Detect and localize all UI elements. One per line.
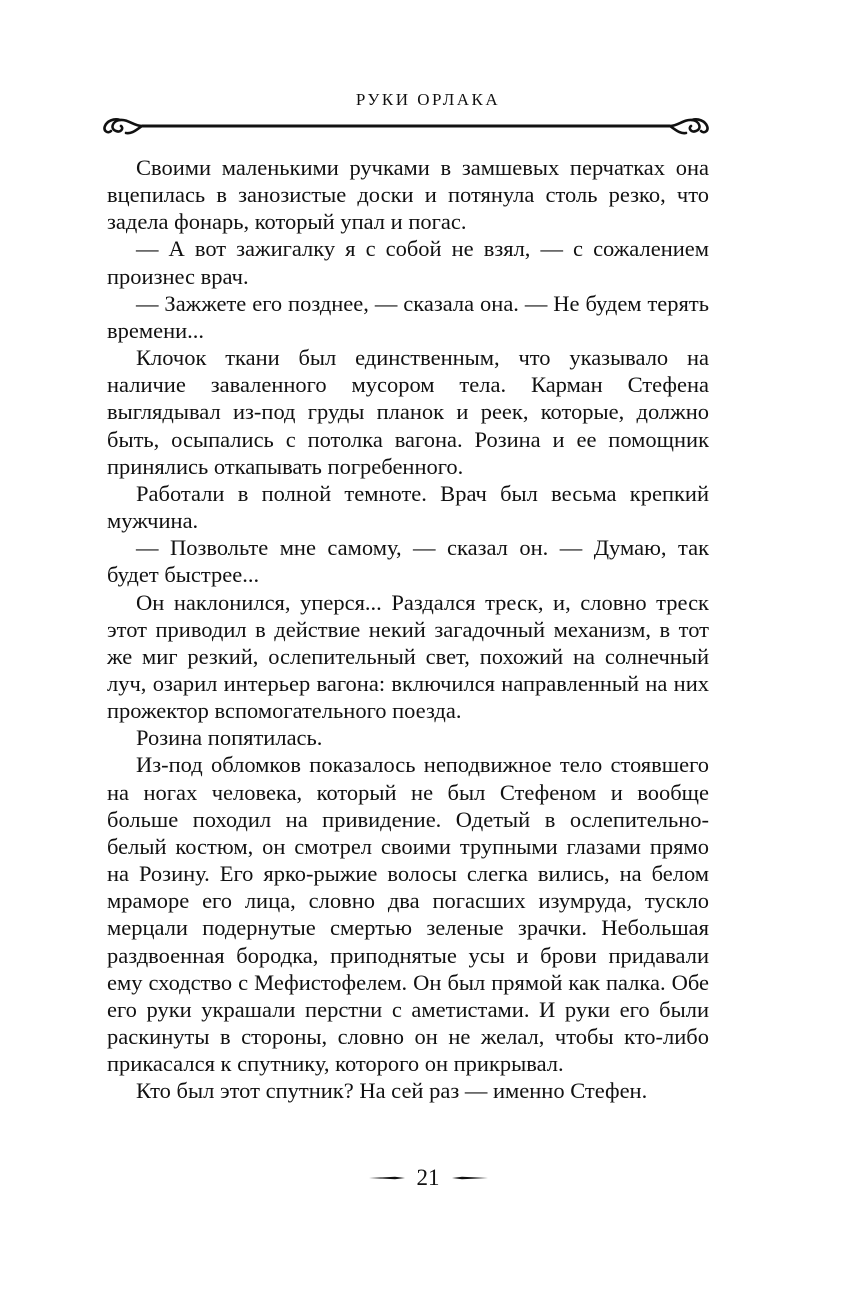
right-ornament-icon — [452, 1173, 488, 1183]
paragraph: Своими маленькими ручками в замшевых перчатках она вцепилась в занозистые доски и потянула столь резко, что задела фонарь, который упал и погас. — [107, 155, 709, 235]
paragraph: Кто был этот спутник? На сей раз — именно Стефен. — [136, 1078, 648, 1104]
paragraph: Он наклонился, уперся... Раздался треск, и, словно треск этот приводил в действие некий загадочный механизм, в тот же миг резкий, ослепительный свет, похожий на солнечный луч, озарил интерьер вагона: включился направленный на них прожектор вспомогательного поезда. — [107, 589, 709, 724]
paragraph: Из-под обломков показалось неподвижное тело стоявшего на ногах человека, который не был Стефеном и вообще больше походил на привидение. Одетый в ослепительно-белый костюм, он смотрел своими трупными глазами прямо на Розину. Его ярко-рыжие волосы слегка вились, на белом мраморе его лица, словно два погасших изумруда, тускло мерцали подернутые смертью зеленые зрачки. Небольшая раздвоенная бородка, приподнятые усы и брови придавали ему сходство с Мефистофелем. Он был прямой как палка. Обе его руки украшали перстни с аметистами. И руки его были раскинуты в стороны, словно он не желал, чтобы кто-либо прикасался к спутнику, которого он прикрывал. — [107, 752, 709, 1077]
ornamental-head-rule — [102, 115, 710, 137]
page-number: 21 — [416, 1165, 440, 1190]
paragraph: — Зажжете его позднее, — сказала она. — Не будем терять времени... — [107, 290, 709, 343]
paragraph: — А вот зажигалку я с собой не взял, — с сожалением произнес врач. — [107, 236, 709, 289]
paragraph: Работали в полной темноте. Врач был весьма крепкий мужчина. — [107, 480, 709, 534]
running-head-title: РУКИ ОРЛАКА — [355, 90, 501, 109]
paragraph: — Позвольте мне самому, — сказал он. — Думаю, так будет быстрее... — [107, 535, 709, 588]
paragraph: Клочок ткани был единственным, что указывало на наличие заваленного мусором тела. Карман Стефена выглядывал из-под груды планок и реек, которые, должно быть, осыпались с потолка вагона. Розина и ее помощник принялись откапывать погребенного. — [107, 345, 709, 479]
paragraph: Розина попятилась. — [136, 725, 323, 751]
body-text — [107, 154, 709, 1104]
left-ornament-icon — [369, 1173, 405, 1183]
page-footer — [0, 1162, 856, 1194]
